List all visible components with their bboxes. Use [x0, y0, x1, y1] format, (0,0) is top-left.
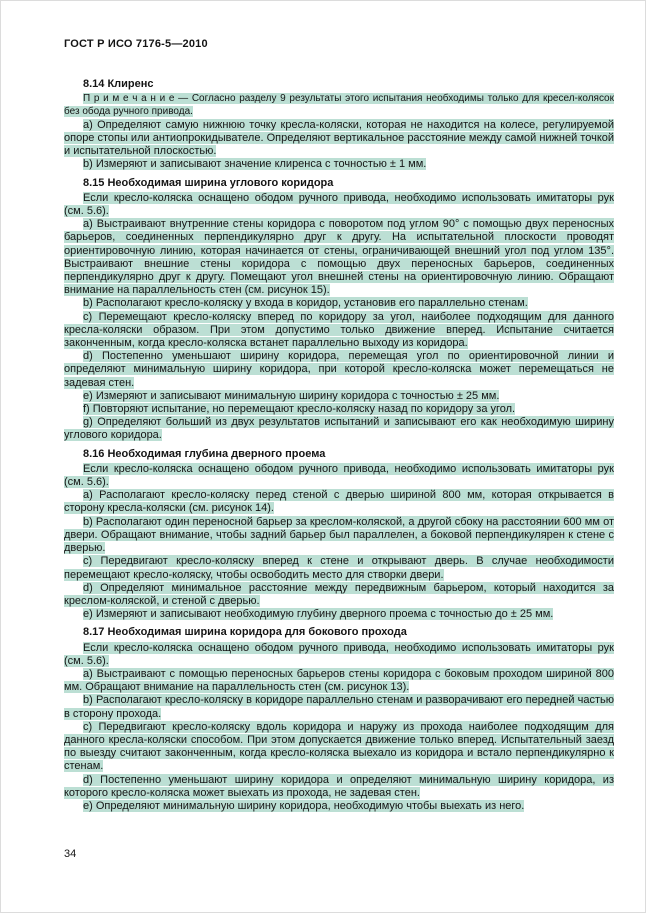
- paragraph: [64, 416, 614, 442]
- paragraph: [64, 774, 614, 800]
- paragraph: [64, 463, 614, 489]
- section-heading: 8.17 Необходимая ширина коридора для бокового прохода: [83, 626, 407, 639]
- paragraph: [64, 350, 614, 390]
- highlighted-text: Если кресло-коляска оснащено ободом ручного привода, необходимо использовать имитаторы рук (см. 5.6).: [64, 191, 614, 218]
- paragraph: [64, 668, 614, 694]
- highlighted-text: d) Постепенно уменьшают ширину коридора, перемещая угол по ориентировочной линии и определяют минимальную ширину коридора, при которой кресло-коляска может перемещаться не задевая стен.: [64, 350, 614, 389]
- highlighted-text: е) Измеряют и записывают необходимую глубину дверного проема с точностью до ± 25 мм.: [83, 608, 554, 621]
- highlighted-text: а) Выстраивают с помощью переносных барьеров стены коридора с боковым проходом шириной 800 мм. Обращают внимание на параллельность стен (см. рисунок 13).: [64, 667, 614, 694]
- highlighted-text: d) Постепенно уменьшают ширину коридора и определяют минимальную ширину коридора, из которого кресло-коляска может выехать из прохода, не задевая стен.: [64, 773, 614, 799]
- paragraph: [64, 800, 614, 813]
- highlighted-text: Если кресло-коляска оснащено ободом ручного привода, необходимо использовать имитаторы рук (см. 5.6).: [64, 462, 614, 489]
- paragraph: [64, 694, 614, 720]
- highlighted-text: а) Располагают кресло-коляску перед стеной с дверью шириной 800 мм, которая открывается в сторону кресла-коляски (см. рисунок 14).: [64, 489, 614, 515]
- paragraph: [64, 721, 614, 774]
- paragraph: [64, 582, 614, 608]
- paragraph: [64, 119, 614, 159]
- section-heading: 8.15 Необходимая ширина углового коридора: [83, 176, 334, 189]
- paragraph: [64, 642, 614, 668]
- paragraph: [64, 192, 614, 218]
- highlighted-text: d) Определяют минимальное расстояние между передвижным барьером, который находится за креслом-коляской, и стеной с дверью.: [64, 581, 614, 607]
- paragraph: [64, 297, 614, 310]
- highlighted-text: Если кресло-коляска оснащено ободом ручного привода, необходимо использовать имитаторы рук (см. 5.6).: [64, 641, 614, 667]
- highlighted-text: с) Перемещают кресло-коляску вперед по коридору за угол, наиболее подходящим для данного кресла-коляски образом. При этом допустимо только движение вперед. Испытание считается законченным, когда кресло-коляска встанет параллельно выходу из коридора.: [64, 310, 614, 350]
- highlighted-text: с) Передвигают кресло-коляску вдоль коридора и наружу из прохода наиболее подходящим для данного кресла-коляски способом. При этом допускается движение только вперед. Испытательный заезд по выезду считают законченным, когда кресло-коляска выехало из коридора и встало перпендикулярно к стенам.: [64, 720, 614, 773]
- paragraph: [64, 516, 614, 556]
- section-heading: 8.16 Необходимая глубина дверного проема: [83, 447, 326, 460]
- paragraph: [64, 403, 614, 416]
- highlighted-text: g) Определяют больший из двух результатов испытаний и записывают его как необходимую ширину углового коридора.: [64, 416, 614, 442]
- page-number: 34: [64, 848, 77, 860]
- paragraph: [64, 555, 614, 581]
- highlighted-text: е) Определяют минимальную ширину коридора, необходимую чтобы выехать из него.: [83, 799, 525, 812]
- highlighted-text: b) Располагают кресло-коляску в коридоре параллельно стенам и разворачивают его передней частью в сторону прохода.: [64, 694, 614, 720]
- highlighted-text: b) Располагают кресло-коляску у входа в коридор, установив его параллельно стенам.: [83, 297, 528, 310]
- highlighted-text: е) Измеряют и записывают минимальную ширину коридора с точностью ± 25 мм.: [83, 389, 500, 402]
- highlighted-text: а) Определяют самую нижнюю точку кресла-коляски, которая не находится на колесе, регулируемой опоре стопы или антиопрокидывателе. Определяют вертикальное расстояние между самой нижней точкой и испытательной плоскостью.: [64, 118, 615, 158]
- highlighted-text: П р и м е ч а н и е — Согласно разделу 9 результаты этого испытания необходимы только для кресел-колясок без обода ручного привода.: [64, 93, 614, 117]
- highlighted-text: с) Передвигают кресло-коляску вперед к стене и открывают дверь. В случае необходимости перемещают кресло-коляску, чтобы освободить место для створки двери.: [64, 555, 614, 581]
- highlighted-text: f) Повторяют испытание, но перемещают кресло-коляску назад по коридору за угол.: [83, 403, 516, 416]
- note-paragraph: [64, 93, 614, 119]
- highlighted-text: b) Располагают один переносной барьер за креслом-коляской, а другой сбоку на расстоянии 600 мм от двери. Обращают внимание, чтобы задний барьер был параллелен, а боковой перпендикулярен к стене с дверью.: [64, 515, 614, 555]
- section-heading: 8.14 Клиренс: [83, 78, 154, 90]
- document-content: [64, 78, 614, 813]
- paragraph: [64, 158, 614, 171]
- paragraph: [64, 218, 614, 297]
- paragraph: [64, 311, 614, 351]
- highlighted-text: а) Выстраивают внутренние стены коридора с поворотом под углом 90° с помощью двух переносных барьеров, соединенных перпендикулярно друг к другу. На испытательной плоскости проводят ориентировочную линию, которая начинается от стены, ограничивающей внешний угол под углом 135°. Выстраивают внешние стены коридора с помощью двух переносных барьеров, соединенных перпендикулярно друг к другу. Помещают угол внешней стены на ориентировочную линию. Обращают внимание на параллельность стен (см. рисунок 15).: [64, 218, 614, 297]
- paragraph: [64, 390, 614, 403]
- paragraph: [64, 608, 614, 621]
- highlighted-text: b) Измеряют и записывают значение клиренса с точностью ± 1 мм.: [83, 158, 427, 171]
- paragraph: [64, 489, 614, 515]
- document-standard-number: ГОСТ Р ИСО 7176-5—2010: [64, 38, 208, 50]
